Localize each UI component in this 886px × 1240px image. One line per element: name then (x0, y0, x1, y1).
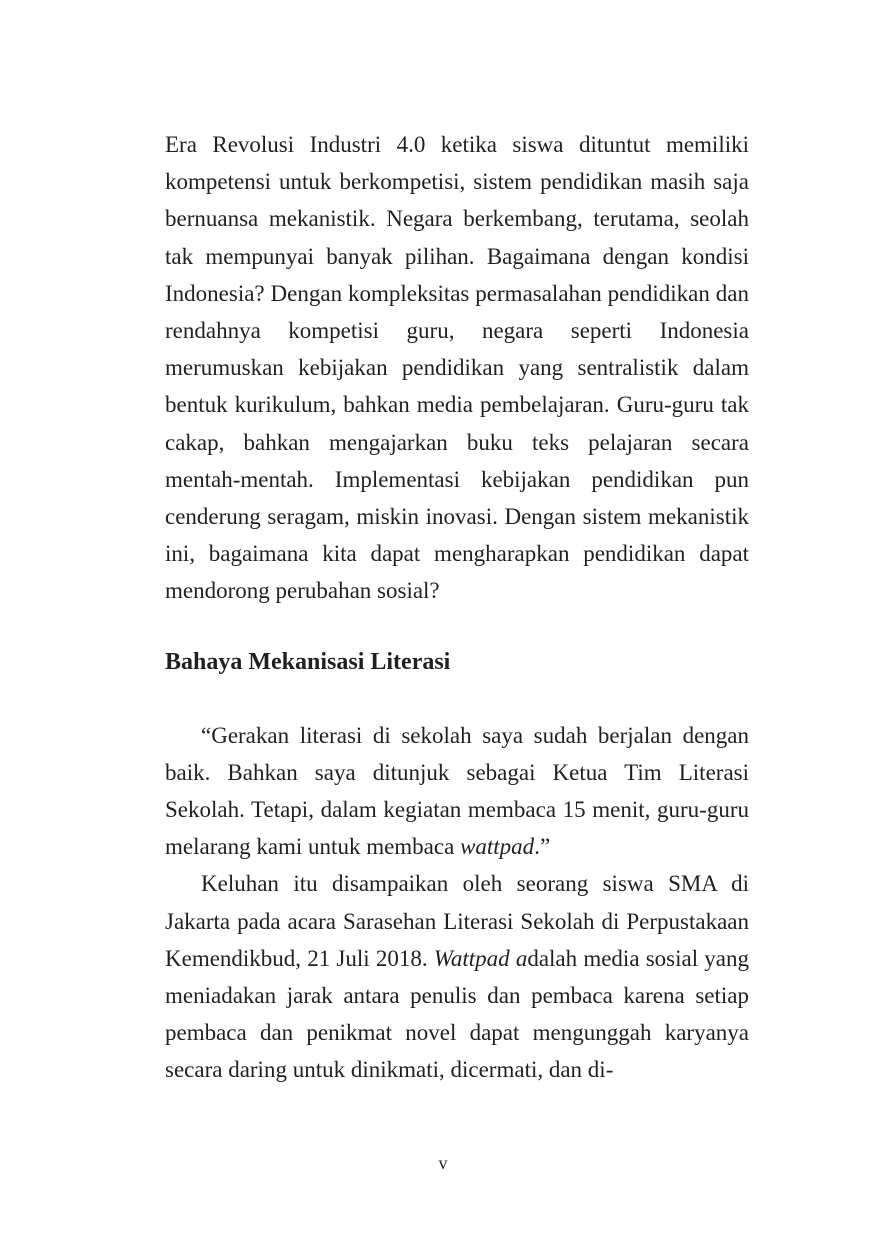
paragraph-text: Keluhan itu disampaikan oleh seorang siswa SMA di Jakarta pada acara Sarasehan Literasi Sekolah di Perpustakaan Kemendikbud, 21 Juli 2018. (165, 871, 749, 971)
quote-paragraph (165, 717, 749, 866)
quote-closing: .” (534, 834, 551, 860)
quote-text: “Gerakan literasi di sekolah saya sudah berjalan dengan baik. Bahkan saya ditunjuk sebagai Ketua Tim Literasi Sekolah. Tetapi, dalam kegiatan membaca 15 menit, guru-guru melarang kami untuk membaca (165, 722, 749, 860)
page-body (165, 126, 749, 1089)
quote-italic-term: wattpad (460, 834, 535, 860)
paragraph-text-continued: dalah media sosial yang meniadakan jarak antara penulis dan pembaca karena setiap pembaca dan penikmat novel dapat mengunggah karyanya secara daring untuk dinikmati, dicermati, dan di- (165, 945, 749, 1083)
section-heading: Bahaya Mekanisasi Literasi (165, 648, 451, 675)
page-number: v (438, 1153, 448, 1173)
body-paragraph: Era Revolusi Industri 4.0 ketika siswa dituntut memiliki kompetensi untuk berkompetisi, sistem pendidikan masih saja bernuansa mekanistik. Negara berkembang, terutama, seolah tak mempunyai banyak pilihan. Bagaimana dengan kondisi Indonesia? Dengan kompleksitas permasalahan pendidikan dan rendahnya kompetisi guru, negara seperti Indonesia merumuskan kebijakan pendidikan yang sentralistik dalam bentuk kurikulum, bahkan media pembelajaran. Guru-guru tak cakap, bahkan mengajarkan buku teks pelajaran secara mentah-mentah. Implementasi kebijakan pendidikan pun cenderung seragam, miskin inovasi. Dengan sistem mekanistik ini, bagaimana kita dapat mengharapkan pendidikan dapat mendorong perubahan sosial? (165, 132, 749, 604)
body-paragraph-2 (165, 865, 749, 1088)
paragraph-italic-term: Wattpad a (433, 945, 528, 971)
